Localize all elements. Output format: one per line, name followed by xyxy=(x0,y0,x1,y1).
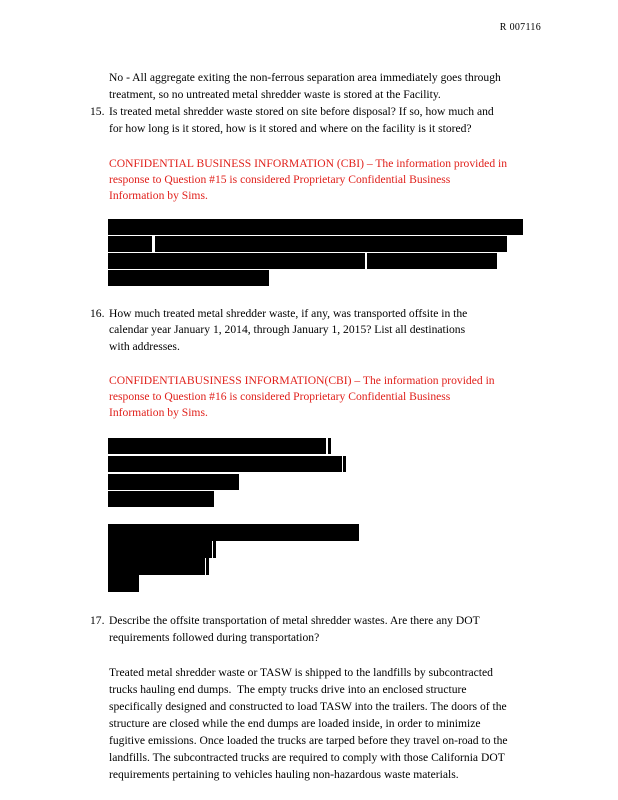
cbi-notice-15-line-1: CONFIDENTIAL BUSINESS INFORMATION (CBI) – The information provided in xyxy=(109,157,508,170)
answer-17-line-1: Treated metal shredder waste or TASW is shipped to the landfills by subcontracted xyxy=(109,666,493,679)
redaction-bar xyxy=(108,474,239,490)
answer-17-line-4: structure are closed while the end dumps are loaded inside, in order to minimize xyxy=(109,717,481,730)
question-17-number: 17. xyxy=(90,614,105,627)
redaction-bar xyxy=(108,219,523,235)
question-15-number: 15. xyxy=(90,105,105,118)
redaction-bar xyxy=(108,253,365,269)
redaction-bar xyxy=(155,236,507,252)
cbi-notice-16-line-2: response to Question #16 is considered Proprietary Confidential Business xyxy=(109,390,451,403)
question-15-line-2: for how long is it stored, how is it stored and where on the facility is it stored? xyxy=(109,122,472,135)
answer-17-line-6: landfills. The subcontracted trucks are required to comply with those California DOT xyxy=(109,751,505,764)
redaction-bar xyxy=(367,253,497,269)
question-17-line-2: requirements followed during transportation? xyxy=(109,631,320,644)
redaction-bar xyxy=(108,456,342,472)
question-15-line-1: Is treated metal shredder waste stored on site before disposal? If so, how much and xyxy=(109,105,494,118)
intro-answer-line-2: treatment, so no untreated metal shredder waste is stored at the Facility. xyxy=(109,88,441,101)
cbi-notice-16-line-3: Information by Sims. xyxy=(109,406,208,419)
redaction-bar xyxy=(213,541,216,558)
redaction-bar xyxy=(108,270,269,286)
redaction-bar xyxy=(108,524,359,541)
redaction-bar xyxy=(108,236,152,252)
redaction-bar xyxy=(108,575,139,592)
bates-number: R 007116 xyxy=(499,22,541,33)
intro-answer-line-1: No - All aggregate exiting the non-ferrous separation area immediately goes through xyxy=(109,71,501,84)
answer-17-line-7: requirements pertaining to vehicles hauling non-hazardous waste materials. xyxy=(109,768,459,781)
cbi-notice-15-line-2: response to Question #15 is considered Proprietary Confidential Business xyxy=(109,173,451,186)
question-16-line-1: How much treated metal shredder waste, if any, was transported offsite in the xyxy=(109,307,468,320)
question-16-line-2: calendar year January 1, 2014, through January 1, 2015? List all destinations xyxy=(109,323,466,336)
answer-17-line-2: trucks hauling end dumps. The empty trucks drive into an enclosed structure xyxy=(109,683,467,696)
cbi-notice-15-line-3: Information by Sims. xyxy=(109,189,208,202)
question-16-number: 16. xyxy=(90,307,105,320)
question-16-line-3: with addresses. xyxy=(109,340,180,353)
redaction-bar xyxy=(206,558,209,575)
redaction-bar xyxy=(108,558,205,575)
answer-17-line-3: specifically designed and constructed to load TASW into the trailers. The doors of the xyxy=(109,700,507,713)
redaction-bar xyxy=(343,456,346,472)
cbi-notice-16-line-1: CONFIDENTIABUSINESS INFORMATION(CBI) – The information provided in xyxy=(109,374,495,387)
redaction-bar xyxy=(108,438,326,454)
redaction-bar xyxy=(108,491,214,507)
answer-17-line-5: fugitive emissions. Once loaded the trucks are tarped before they travel on-road to the xyxy=(109,734,508,747)
redaction-bar xyxy=(328,438,331,454)
question-17-line-1: Describe the offsite transportation of metal shredder wastes. Are there any DOT xyxy=(109,614,480,627)
redaction-bar xyxy=(108,541,212,558)
